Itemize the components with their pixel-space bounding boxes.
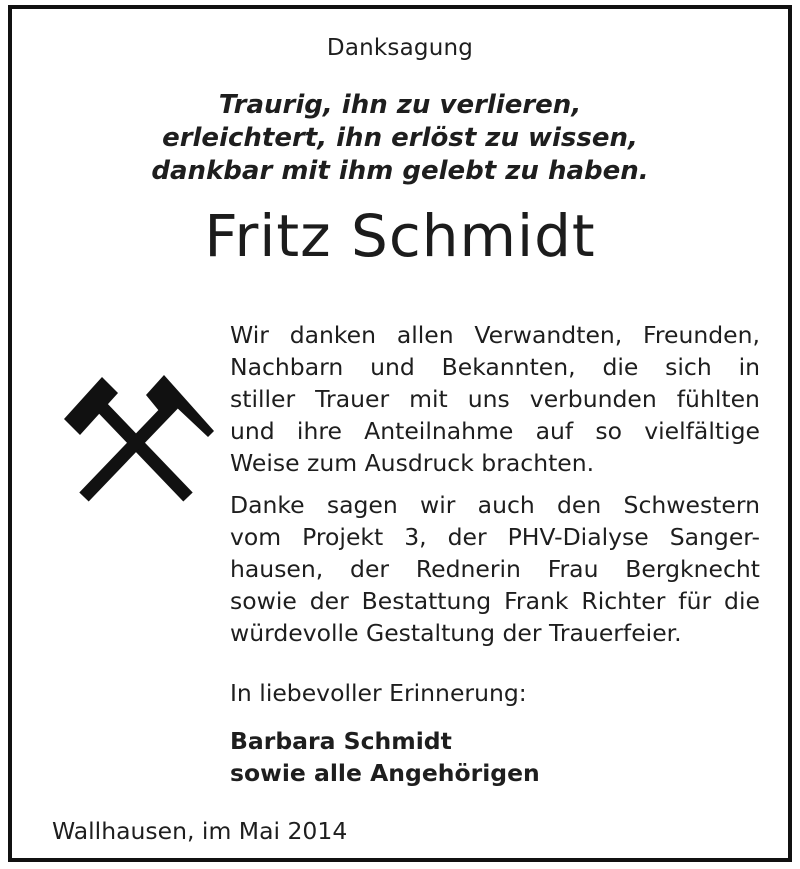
- text-line: vom Projekt 3, der PHV-Dialyse Sanger-: [230, 523, 760, 551]
- text-line: sowie der Bestattung Frank Richter für die: [230, 587, 760, 615]
- thanks-paragraph: [230, 489, 760, 649]
- text-line: hausen, der Rednerin Frau Bergknecht: [230, 555, 760, 583]
- motto-line: Traurig, ihn zu verlieren,: [218, 90, 582, 120]
- motto-line: erleichtert, ihn erlöst zu wissen,: [162, 123, 638, 153]
- text-line: und ihre Anteilnahme auf so vielfältige: [230, 417, 760, 445]
- text-line: stiller Trauer mit uns verbunden fühlten: [230, 385, 760, 413]
- text-line: würdevolle Gestaltung der Trauerfeier.: [230, 619, 682, 647]
- text-line: Weise zum Ausdruck brachten.: [230, 449, 595, 477]
- text-line: Wir danken allen Verwandten, Freunden,: [230, 321, 760, 349]
- notice-heading: Danksagung: [326, 35, 474, 61]
- signer-relatives: sowie alle Angehörigen: [230, 759, 540, 787]
- thanks-paragraph: [230, 319, 760, 479]
- hammer-and-pick-icon: [56, 361, 216, 511]
- obituary-notice: [8, 5, 792, 862]
- motto-line: dankbar mit ihm gelebt zu haben.: [151, 156, 649, 186]
- place-and-date: Wallhausen, im Mai 2014: [52, 817, 348, 845]
- text-line: Nachbarn und Bekannten, die sich in: [230, 353, 760, 381]
- signers-block: [230, 725, 540, 789]
- remembrance-line: In liebevoller Erinnerung:: [230, 679, 527, 707]
- text-line: Danke sagen wir auch den Schwestern: [230, 491, 760, 519]
- motto-verse: [12, 89, 788, 188]
- signer-name: Barbara Schmidt: [230, 727, 452, 755]
- deceased-name: Fritz Schmidt: [204, 202, 596, 270]
